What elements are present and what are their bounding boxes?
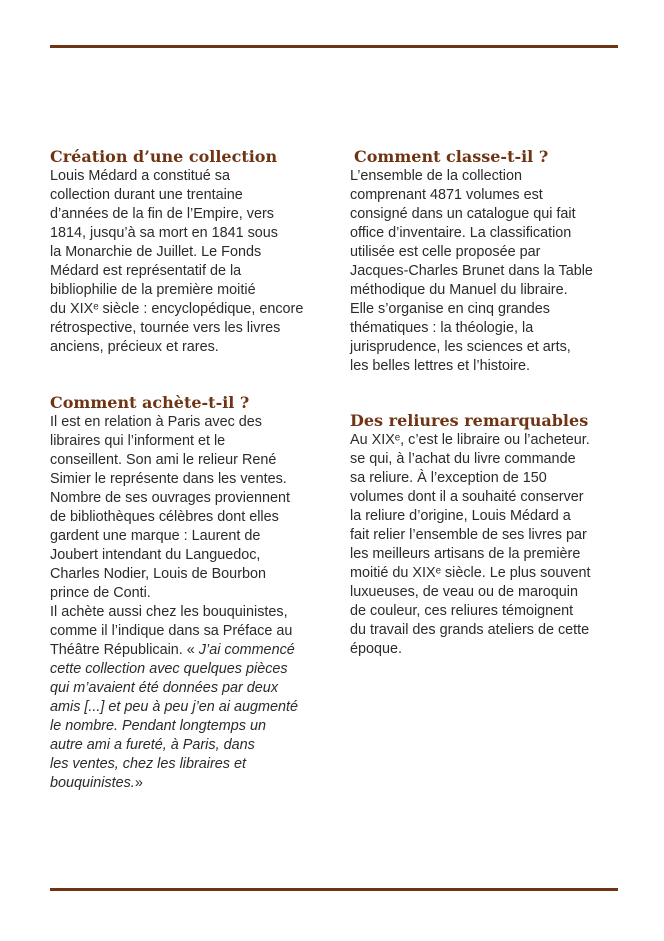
text-line: L’ensemble de la collection: [350, 168, 522, 184]
text-line: du XIXᵉ siècle : encyclopédique, encore: [50, 301, 304, 317]
text-line: 1814, jusqu’à sa mort en 1841 sous: [50, 225, 279, 241]
section-title: Création d’une collection: [50, 147, 278, 166]
quote-text: qui m’avaient été données par deux: [50, 680, 279, 696]
bottom-rule: [50, 888, 618, 891]
text-line: méthodique du Manuel du libraire.: [350, 282, 568, 298]
text-line: office d’inventaire. La classification: [350, 225, 572, 241]
text-line: se qui, à l’achat du livre commande: [350, 451, 576, 467]
text-line: prince de Conti.: [50, 585, 151, 601]
section-title: Comment achète-t-il ?: [50, 393, 250, 412]
text-line: collection durant une trentaine: [50, 187, 243, 203]
text-line: sa reliure. À l’exception de 150: [350, 470, 547, 486]
quote-text: bouquinistes.: [50, 775, 135, 791]
text-line: moitié du XIXᵉ siècle. Le plus souvent: [350, 565, 591, 581]
text-line: Elle s’organise en cinq grandes: [350, 301, 550, 317]
text-line: Jacques-Charles Brunet dans la Table: [350, 263, 593, 279]
text-line: fait relier l’ensemble de ses livres par: [350, 527, 587, 543]
text-line: comme il l’indique dans sa Préface au: [50, 623, 293, 639]
text-line: d’années de la fin de l’Empire, vers: [50, 206, 274, 222]
quote-text: les ventes, chez les libraires et: [50, 756, 246, 772]
text-line: la Monarchie de Juillet. Le Fonds: [50, 244, 262, 260]
text-line: bibliophilie de la première moitié: [50, 282, 256, 298]
section-creation-collection: [50, 147, 303, 357]
text-line: Médard est représentatif de la: [50, 263, 242, 279]
text-line: thématiques : la théologie, la: [350, 320, 534, 336]
quote-line: [50, 755, 298, 774]
section-body: [50, 167, 303, 357]
quote-line: [50, 679, 298, 698]
quote-line: [50, 717, 298, 736]
quote-text: autre ami a fureté, à Paris, dans: [50, 737, 255, 753]
text-line: luxueuses, de veau ou de maroquin: [350, 584, 579, 600]
quote-text: cette collection avec quelques pièces: [50, 661, 288, 677]
text-span: Théâtre Républicain. «: [50, 642, 199, 658]
text-line: Au XIXᵉ, c’est le libraire ou l’acheteur.: [350, 432, 590, 448]
text-line: volumes dont il a souhaité conserver: [350, 489, 584, 505]
text-line: Joubert intendant du Languedoc,: [50, 547, 261, 563]
text-line: consigné dans un catalogue qui fait: [350, 206, 576, 222]
text-line: Charles Nodier, Louis de Bourbon: [50, 566, 266, 582]
text-line: les meilleurs artisans de la première: [350, 546, 581, 562]
text-line: de bibliothèques célèbres dont elles: [50, 509, 279, 525]
text-line: [50, 641, 298, 660]
text-line: rétrospective, tournée vers les livres: [50, 320, 281, 336]
text-line: Louis Médard a constitué sa: [50, 168, 230, 184]
section-title: Des reliures remarquables: [350, 411, 589, 430]
text-line: utilisée est celle proposée par: [350, 244, 541, 260]
text-line: Nombre de ses ouvrages proviennent: [50, 490, 290, 506]
section-comment-achete: [50, 393, 298, 793]
top-rule: [50, 45, 618, 48]
section-comment-classe: [350, 147, 593, 376]
section-body: [350, 431, 591, 659]
quote-line: [50, 774, 298, 793]
text-line: Simier le représente dans les ventes.: [50, 471, 287, 487]
text-line: époque.: [350, 641, 403, 657]
section-body: [350, 167, 593, 376]
quote-line: [50, 660, 298, 679]
quote-text: amis [...] et peu à peu j’en ai augmenté: [50, 699, 298, 715]
text-line: du travail des grands ateliers de cette: [350, 622, 590, 638]
section-title: Comment classe-t-il ?: [354, 147, 549, 166]
text-span: »: [134, 775, 143, 791]
quote-line: [50, 736, 298, 755]
quote-text: J’ai commencé: [198, 642, 295, 658]
text-line: libraires qui l’informent et le: [50, 433, 226, 449]
quote-text: le nombre. Pendant longtemps un: [50, 718, 267, 734]
text-line: comprenant 4871 volumes est: [350, 187, 543, 203]
quote-line: [50, 698, 298, 717]
text-line: la reliure d’origine, Louis Médard a: [350, 508, 571, 524]
section-reliures: [350, 411, 591, 659]
text-line: jurisprudence, les sciences et arts,: [350, 339, 571, 355]
text-line: anciens, précieux et rares.: [50, 339, 219, 355]
text-line: les belles lettres et l’histoire.: [350, 358, 530, 374]
section-body: [50, 413, 298, 793]
text-line: Il achète aussi chez les bouquinistes,: [50, 604, 288, 620]
text-line: gardent une marque : Laurent de: [50, 528, 261, 544]
text-line: de couleur, ces reliures témoignent: [350, 603, 574, 619]
text-line: conseillent. Son ami le relieur René: [50, 452, 277, 468]
text-line: Il est en relation à Paris avec des: [50, 414, 262, 430]
